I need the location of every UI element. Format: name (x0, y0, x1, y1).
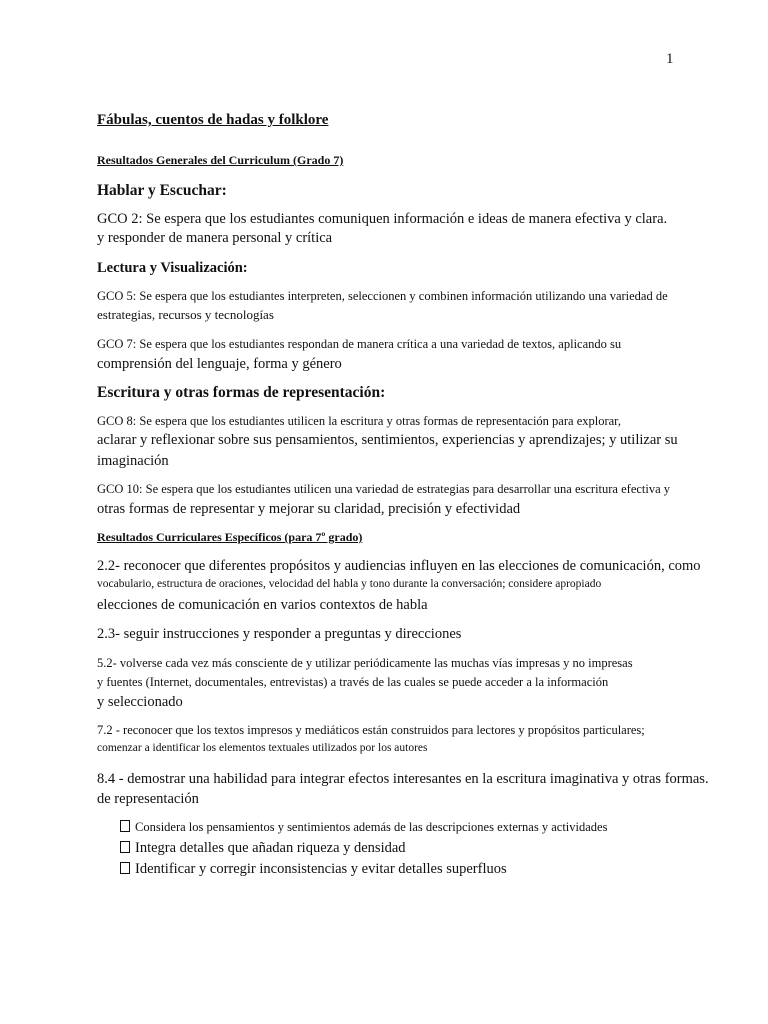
gco10-line-2: otras formas de representar y mejorar su claridad, precisión y efectividad (97, 501, 521, 517)
general-outcomes-heading: Resultados Generales del Curriculum (Grado 7) (97, 153, 344, 167)
outcome-7-2-line-2: comenzar a identificar los elementos textuales utilizados por los autores (97, 742, 428, 754)
checkbox-bullet-icon (120, 820, 130, 832)
bullet-text: Integra detalles que añadan riqueza y densidad (135, 840, 406, 856)
speaking-heading: Hablar y Escuchar: (97, 182, 227, 199)
document-title: Fábulas, cuentos de hadas y folklore (97, 112, 329, 128)
gco8-line-3: imaginación (97, 453, 169, 469)
bullet-item (120, 840, 406, 857)
checkbox-bullet-icon (120, 862, 130, 874)
outcome-2-2-line-1: 2.2- reconocer que diferentes propósitos y audiencias influyen en las elecciones de comunicación, como (97, 558, 701, 574)
bullet-item (120, 861, 507, 878)
gco10-line-1: GCO 10: Se espera que los estudiantes utilicen una variedad de estrategias para desarrollar una escritura efectiva y (97, 482, 671, 496)
checkbox-bullet-icon (120, 841, 130, 853)
bullet-text: Considera los pensamientos y sentimientos además de las descripciones externas y actividades (135, 820, 608, 834)
outcome-8-4-line-1: 8.4 - demostrar una habilidad para integrar efectos interesantes en la escritura imaginativa y otras formas. (97, 771, 709, 787)
bullet-text: Identificar y corregir inconsistencias y evitar detalles superfluos (135, 861, 507, 877)
gco8-line-2: aclarar y reflexionar sobre sus pensamientos, sentimientos, experiencias y aprendizajes; y utilizar su (97, 432, 678, 448)
gco5-line-2: estrategias, recursos y tecnologías (97, 307, 274, 322)
gco8-line-1: GCO 8: Se espera que los estudiantes utilicen la escritura y otras formas de representación para explorar, (97, 414, 621, 428)
reading-heading: Lectura y Visualización: (97, 260, 248, 276)
specific-outcomes-heading: Resultados Curriculares Específicos (para 7º grado) (97, 530, 363, 544)
bullet-item (120, 820, 607, 835)
gco7-line-2: comprensión del lenguaje, forma y género (97, 356, 342, 372)
outcome-5-2-line-2: y fuentes (Internet, documentales, entrevistas) a través de las cuales se puede acceder a la información (97, 675, 609, 689)
outcome-5-2-line-1: 5.2- volverse cada vez más consciente de y utilizar periódicamente las muchas vías impresas y no impresas (97, 656, 633, 670)
outcome-2-3-line-1: 2.3- seguir instrucciones y responder a preguntas y direcciones (97, 626, 462, 642)
outcome-8-4-line-2: de representación (97, 791, 199, 807)
outcome-2-2-line-3: elecciones de comunicación en varios contextos de habla (97, 597, 428, 613)
outcome-7-2-line-1: 7.2 - reconocer que los textos impresos y mediáticos están construidos para lectores y propósitos particulares; (97, 723, 645, 737)
gco7-line-1: GCO 7: Se espera que los estudiantes respondan de manera crítica a una variedad de textos, aplicando su (97, 337, 622, 351)
outcome-5-2-line-3: y seleccionado (97, 694, 183, 710)
gco2-line-1: GCO 2: Se espera que los estudiantes comuniquen información e ideas de manera efectiva y clara. (97, 211, 668, 227)
outcome-2-2-line-2: vocabulario, estructura de oraciones, velocidad del habla y tono durante la conversación; considere apropiado (97, 578, 602, 590)
gco2-line-2: y responder de manera personal y crítica (97, 230, 333, 246)
writing-heading: Escritura y otras formas de representación: (97, 384, 386, 401)
gco5-line-1: GCO 5: Se espera que los estudiantes interpreten, seleccionen y combinen información utilizando una variedad de (97, 289, 668, 303)
page-number: 1 (666, 51, 674, 67)
